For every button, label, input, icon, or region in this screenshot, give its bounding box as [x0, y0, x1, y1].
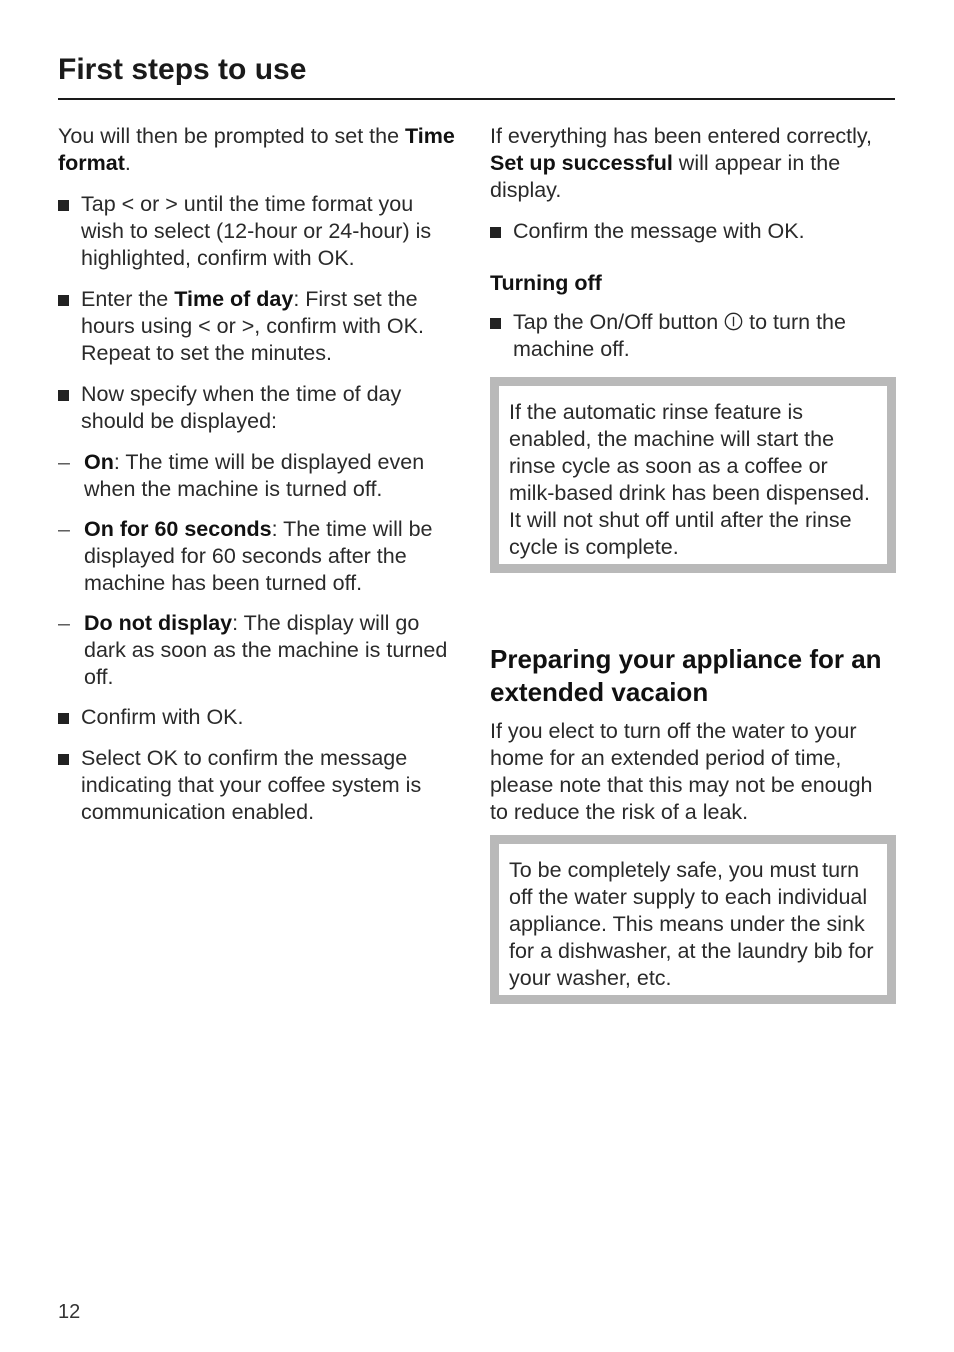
bullet-square-icon [58, 200, 69, 211]
bullet-text: Select OK to confirm the message indicating that your coffee system is communication enabled. [81, 746, 422, 824]
bullet-square-icon [58, 390, 69, 401]
turning-off-heading: Turning off [490, 271, 602, 295]
dash-icon: – [58, 450, 70, 474]
page-title: First steps to use [58, 53, 307, 86]
bullet-text: Enter the Time of day: First set the hours using < or >, confirm with OK. Repeat to set the minutes. [81, 287, 424, 365]
list-item [58, 286, 458, 367]
section-heading: Preparing your appliance for an extended vacaion [490, 644, 882, 707]
rinse-note-text: If the automatic rinse feature is enabled, the machine will start the rinse cycle as soon as a coffee or milk-based drink has been dispensed. It will not shut off until after the rinse cycle is complete. [509, 400, 870, 559]
bullet-text: Confirm with OK. [81, 705, 244, 729]
set-up-successful-term: Set up successful [490, 151, 673, 175]
bullet-text: Now specify when the time of day should be displayed: [81, 382, 402, 433]
list-item [58, 191, 458, 272]
setup-success-paragraph: If everything has been entered correctly, Set up successful will appear in the display. [490, 124, 873, 202]
bullet-square-icon [58, 295, 69, 306]
section-body: If you elect to turn off the water to your home for an extended period of time, please note that this may not be enough to reduce the risk of a leak. [490, 719, 873, 824]
bullet-text: Tap < or > until the time format you wish to select (12-hour or 24-hour) is highlighted, confirm with OK. [81, 192, 432, 270]
list-item [58, 704, 458, 731]
safety-note-text: To be completely safe, you must turn off the water supply to each individual appliance. This means under the sink for a dishwasher, at the laundry bib for your washer, etc. [509, 858, 874, 990]
bullet-square-icon [58, 713, 69, 724]
dash-icon: – [58, 611, 70, 635]
rinse-note-box [490, 377, 896, 573]
option-item-on-60: – On for 60 seconds: The time will be displayed for 60 seconds after the machine has been turned off. [58, 517, 433, 595]
intro-paragraph: You will then be prompted to set the Time format. [58, 124, 455, 175]
list-item [490, 218, 896, 245]
bullet-square-icon [490, 227, 501, 238]
safety-note-box [490, 835, 896, 1004]
list-item [58, 381, 458, 435]
option-name: On for 60 seconds [84, 517, 272, 541]
title-rule [58, 98, 895, 100]
list-item [58, 745, 458, 826]
bullet-text: Tap the On/Off button to turn the machine off. [513, 310, 846, 361]
option-name: On [84, 450, 114, 474]
option-item-do-not-display: – Do not display: The display will go dark as soon as the machine is turned off. [58, 611, 448, 689]
bullet-square-icon [58, 754, 69, 765]
bullet-square-icon [490, 318, 501, 329]
power-icon [724, 312, 743, 331]
right-column [490, 123, 896, 1004]
page-number: 12 [58, 1301, 81, 1323]
bullet-text: Confirm the message with OK. [513, 219, 805, 243]
option-item-on: – On: The time will be displayed even when the machine is turned off. [58, 450, 425, 501]
time-of-day-term: Time of day [174, 287, 294, 311]
time-format-term: Time format [58, 124, 455, 175]
list-item [490, 309, 896, 363]
left-column [58, 123, 458, 840]
dash-icon: – [58, 517, 70, 541]
option-name: Do not display [84, 611, 233, 635]
